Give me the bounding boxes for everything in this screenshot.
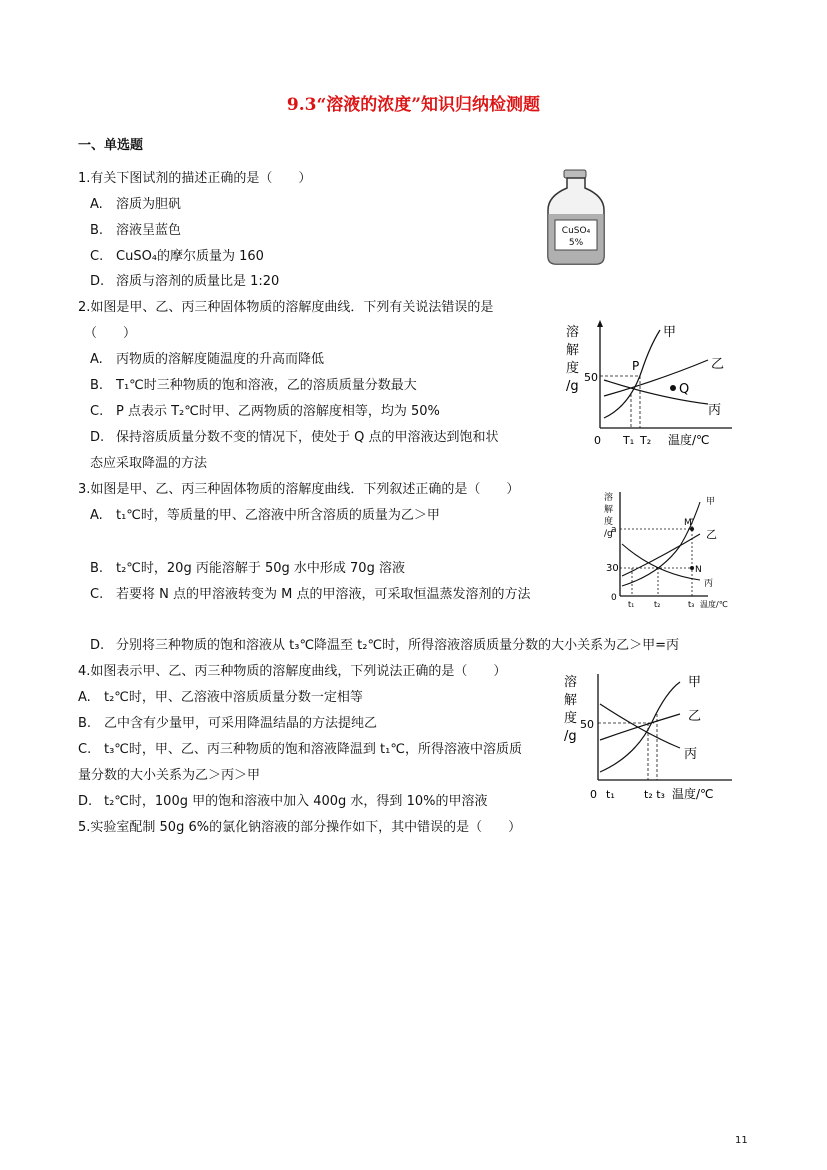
q2-stem: 2.如图是甲、乙、丙三种固体物质的溶解度曲线．下列有关说法错误的是 [78, 300, 494, 315]
option-letter: A. [90, 352, 103, 367]
q3-option-b [90, 560, 405, 578]
q4-option-d [78, 793, 487, 811]
q2-curve-yi [604, 360, 708, 396]
q2-label-bing: 丙 [708, 403, 722, 418]
option-letter: B. [78, 716, 92, 731]
option-text: t₂℃时，甲、乙溶液中溶质质量分数一定相等 [104, 690, 363, 705]
q4-option-c-continued: 量分数的大小关系为乙＞丙＞甲 [78, 768, 261, 783]
section-heading: 一、单选题 [78, 138, 144, 153]
q3-solubility-graph [600, 488, 750, 612]
q2-option-b [90, 377, 417, 395]
q3-y-label-3: 度 [604, 517, 614, 527]
option-letter: B. [90, 561, 104, 576]
q3-tick-t1: t₁ [628, 600, 635, 609]
q3-tick-30: 30 [606, 563, 619, 574]
q2-label-yi: 乙 [711, 357, 725, 372]
q3-label-n: N [695, 565, 702, 575]
q4-tick-50: 50 [580, 718, 594, 731]
option-text: 丙物质的溶解度随温度的升高而降低 [116, 352, 325, 367]
option-letter: D. [78, 794, 93, 809]
q4-tick-t1: t₁ [606, 788, 615, 801]
q3-curve-jia [622, 502, 700, 586]
q3-curve-bing [622, 544, 700, 580]
option-letter: A. [90, 508, 103, 523]
q2-x-label: 温度/℃ [668, 433, 710, 447]
q5-stem: 5.实验室配制 50g 6%的氯化钠溶液的部分操作如下，其中错误的是（ ） [78, 820, 522, 835]
q3-label-m: M [684, 518, 692, 528]
q2-tick-50: 50 [584, 371, 598, 384]
option-letter: D. [90, 638, 105, 653]
q1-option-d [90, 273, 279, 291]
q2-label-p: P [632, 359, 640, 373]
bottle-cap [564, 170, 586, 178]
q4-tick-t2t3: t₂ t₃ [644, 788, 665, 801]
q1-stem: 1.有关下图试剂的描述正确的是（ ） [78, 171, 312, 186]
option-text: 溶质与溶剂的质量比是 1:20 [116, 274, 280, 289]
q2-label-jia: 甲 [663, 325, 677, 340]
option-text: t₁℃时，等质量的甲、乙溶液中所含溶质的质量为乙＞甲 [116, 508, 440, 523]
option-text: T₁℃时三种物质的饱和溶液，乙的溶质质量分数最大 [116, 378, 417, 393]
reagent-bottle-figure [540, 168, 612, 268]
q2-tick-t2: T₂ [640, 434, 652, 447]
page-title: 9.3“溶液的浓度”知识归纳检测题 [286, 95, 541, 115]
q4-x-label: 温度/℃ [672, 787, 714, 801]
q4-option-b [78, 715, 377, 733]
q2-y-label-3: 度 [566, 361, 580, 376]
option-text: t₂℃时，100g 甲的饱和溶液中加入 400g 水，得到 10%的甲溶液 [104, 794, 488, 809]
bottle-label-formula: CuSO₄ [561, 226, 591, 236]
q3-tick-origin: 0 [611, 593, 617, 603]
q3-x-label: 温度/℃ [700, 600, 728, 609]
q3-option-d [90, 637, 679, 655]
q3-stem: 3.如图是甲、乙、丙三种固体物质的溶解度曲线．下列叙述正确的是（ ） [78, 482, 520, 497]
option-text: 保持溶质质量分数不变的情况下，使处于 Q 点的甲溶液达到饱和状 [116, 430, 499, 445]
option-letter: A. [78, 690, 91, 705]
q2-label-q: Q [679, 382, 690, 397]
q1-option-c [90, 248, 264, 266]
q3-y-label-4: /g [604, 529, 613, 539]
q4-solubility-graph [560, 670, 750, 804]
option-text: 乙中含有少量甲，可采用降温结晶的方法提纯乙 [104, 716, 378, 731]
q4-label-yi: 乙 [688, 709, 702, 724]
option-text: CuSO₄的摩尔质量为 160 [116, 249, 264, 264]
q4-y-label-2: 解 [564, 693, 578, 708]
page-number: 11 [735, 1135, 748, 1146]
option-letter: C. [90, 404, 104, 419]
q3-tick-a: a [611, 525, 617, 535]
option-letter: B. [90, 223, 104, 238]
q3-tick-t2: t₂ [654, 600, 661, 609]
option-text: 溶液呈蓝色 [116, 223, 182, 238]
option-letter: C. [78, 742, 92, 757]
q2-y-arrow [597, 320, 603, 327]
q2-option-d-continued: 态应采取降温的方法 [90, 456, 208, 471]
q2-y-label-2: 解 [566, 343, 580, 358]
q1-option-a [90, 196, 181, 214]
option-text: 溶质为胆矾 [116, 197, 182, 212]
q4-y-label-3: 度 [564, 711, 578, 726]
q2-curve-jia [604, 330, 660, 418]
option-letter: D. [90, 274, 105, 289]
q4-y-label-4: /g [564, 729, 577, 744]
q3-label-jia: 甲 [706, 497, 716, 507]
q2-y-label-4: /g [566, 379, 579, 394]
q4-option-c [78, 741, 522, 759]
q3-option-c [90, 586, 530, 604]
q4-label-jia: 甲 [688, 675, 702, 690]
q4-tick-origin: 0 [590, 788, 597, 801]
q2-tick-origin: 0 [594, 434, 601, 447]
q2-option-d [90, 429, 499, 447]
q3-point-n [690, 566, 694, 570]
option-letter: D. [90, 430, 105, 445]
option-text: t₂℃时，20g 丙能溶解于 50g 水中形成 70g 溶液 [116, 561, 405, 576]
q2-option-a [90, 351, 324, 369]
bottle-label-percent: 5% [568, 238, 584, 248]
q2-tick-t1: T₁ [623, 434, 635, 447]
q3-tick-t3: t₃ [688, 600, 695, 609]
option-letter: C. [90, 249, 104, 264]
q2-point-q [670, 385, 676, 391]
option-text: t₃℃时，甲、乙、丙三种物质的饱和溶液降温到 t₁℃，所得溶液中溶质质 [104, 742, 522, 757]
q4-option-a [78, 689, 363, 707]
q3-label-yi: 乙 [706, 528, 717, 541]
option-letter: A. [90, 197, 103, 212]
option-letter: C. [90, 587, 104, 602]
option-text: 分别将三种物质的饱和溶液从 t₃℃降温至 t₂℃时，所得溶液溶质质量分数的大小关系为乙＞甲=丙 [116, 638, 679, 653]
q2-stem-paren: （ ） [84, 326, 137, 341]
option-letter: B. [90, 378, 104, 393]
q3-y-label-1: 溶 [604, 493, 614, 503]
q4-label-bing: 丙 [684, 747, 698, 762]
q3-y-label-2: 解 [604, 505, 614, 515]
q4-y-label-1: 溶 [564, 675, 578, 690]
q1-option-b [90, 222, 181, 240]
q2-y-label-1: 溶 [566, 325, 580, 340]
q2-solubility-graph [560, 318, 750, 454]
option-text: 若要将 N 点的甲溶液转变为 M 点的甲溶液，可采取恒温蒸发溶剂的方法 [116, 587, 531, 602]
option-text: P 点表示 T₂℃时甲、乙两物质的溶解度相等，均为 50% [116, 404, 440, 419]
q3-option-a [90, 507, 440, 525]
q4-stem: 4.如图表示甲、乙、丙三种物质的溶解度曲线，下列说法正确的是（ ） [78, 664, 507, 679]
q4-curve-yi [600, 714, 680, 740]
q2-option-c [90, 403, 440, 421]
q3-label-bing: 丙 [704, 579, 714, 589]
